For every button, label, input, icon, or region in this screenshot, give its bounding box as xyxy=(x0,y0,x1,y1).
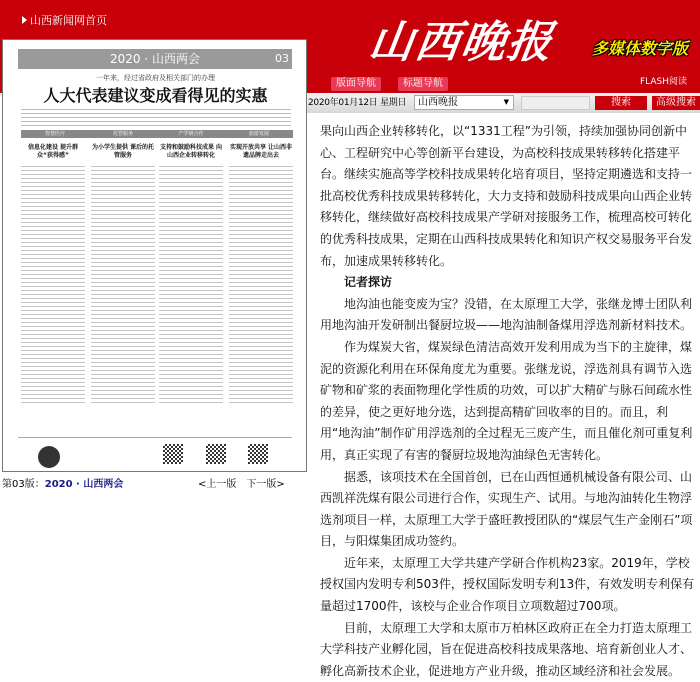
edition-label xyxy=(2,478,123,491)
section-label: 旅游发展 xyxy=(248,131,269,137)
article-paragraph: 果向山西企业转移转化，以“1331工程”为引领，持续加强协同创新中心、工程研究中心等创新平台建设，为高校科技成果转移转化搭建平台。继续实施高等学校科技成果转化培育项目，坚持定期遴选和支持一批高校优秀科技成果转移转化，大力支持和鼓励科技成果向山西企业转移转化，继续做好高校科技成果产学研对接服务工作，梳理高校可转化的优秀科技成果，定期在山西科技成果转化和知识产权交易服务平台发布，加速成果转移转化。 xyxy=(320,124,693,268)
qr-code-icon xyxy=(206,444,226,464)
edition-subtitle: 多媒体数字版 xyxy=(592,39,689,58)
article-body xyxy=(320,121,698,682)
divider xyxy=(306,113,307,323)
column-heading: 信息化建设 提升群众“获得感” xyxy=(27,144,79,159)
lead-text xyxy=(21,109,291,127)
section-bar xyxy=(21,130,293,138)
section-label: 产学研合作 xyxy=(178,131,204,137)
qr-code-icon xyxy=(248,444,268,464)
article-paragraph: 地沟油也能变废为宝？没错，在太原理工大学，张继龙博士团队利用地沟油开发研制出餐厨垃圾——地沟油制备煤用浮选剂新材料技术。 xyxy=(320,296,693,333)
current-date: 2020年01月12日 星期日 xyxy=(308,98,407,108)
search-button[interactable]: 搜索 xyxy=(595,96,647,110)
home-link[interactable]: 山西新闻网首页 xyxy=(22,12,107,28)
page-kicker: 一年来，经过省政府及相关部门的办理 xyxy=(96,74,215,82)
pager xyxy=(198,478,285,491)
qr-code-icon xyxy=(163,444,183,464)
search-input[interactable] xyxy=(521,96,590,110)
newspaper-page-image[interactable] xyxy=(2,39,307,472)
article-paragraph: 据悉，该项技术在全国首创，已在山西恒通机械设备有限公司、山西凯祥洗煤有限公司进行合作，实现生产、试用。与地沟油转化生物浮选剂项目一样，太原理工大学于盛旺教授团队的“煤层气生产金刚石”项目，与阳煤集团成功签约。 xyxy=(320,469,693,549)
edition-name-link[interactable]: 2020 · 山西两会 xyxy=(44,479,124,490)
selected-paper: 山西晚报 xyxy=(418,97,458,108)
article-paragraph: 作为煤炭大省，煤炭绿色清洁高效开发利用成为当下的主旋律，煤泥的资源化利用在环保角度尤为重要。张继龙说，浮选剂具有调节入选矿物和矿浆的表面物理化学性质的功效，可以扩大精矿与脉石间疏水性的差异，使之更好地分选，达到提高精矿回收率的目的。而且，利用“地沟油”制作矿用浮选剂的全过程无三废产生，而且催化剂可重复利用，真正实现了有害的餐厨垃圾地沟油绿色无害转化。 xyxy=(320,339,693,462)
page-column[interactable] xyxy=(91,144,155,409)
dropdown-arrow-icon: ▼ xyxy=(503,98,509,106)
column-heading: 为小学生提供 课后的托管服务 xyxy=(91,144,155,159)
prev-page-link[interactable]: <上一版 xyxy=(198,479,237,490)
edition-prefix: 第03版： xyxy=(2,479,45,490)
column-heading: 支持和鼓励科技成果 向山西企业转移转化 xyxy=(159,144,223,159)
brand-logo-icon xyxy=(38,446,60,468)
column-heading: 实现开放共享 让山西非遗品牌走出去 xyxy=(229,144,293,159)
search-toolbar xyxy=(306,93,700,113)
advanced-search-button[interactable]: 高级搜索 xyxy=(652,96,700,110)
article-paragraph: 目前，太原理工大学和太原市万柏林区政府正在全力打造太原理工大学科技产业孵化园，旨在促进高校科技成果落地、培育新创业人才、孵化高新技术企业，促进地方产业升级，推动区域经济和社会发展。 xyxy=(320,620,693,678)
banner-title: 2020 · 山西两会 xyxy=(110,52,200,66)
next-page-link[interactable]: 下一版> xyxy=(246,479,285,490)
flash-reader-link[interactable]: FLASH阅读 xyxy=(640,77,688,87)
page-column[interactable] xyxy=(159,144,223,409)
page-headline[interactable]: 人大代表建议变成看得见的实惠 xyxy=(43,86,268,105)
page-banner xyxy=(18,49,292,69)
section-label: 智慧医疗 xyxy=(44,131,65,137)
page-nav-button[interactable]: 版面导航 xyxy=(331,77,381,91)
page-number: 03 xyxy=(275,52,289,65)
page-footer xyxy=(18,437,292,472)
page-column[interactable] xyxy=(21,144,85,409)
page-column[interactable] xyxy=(229,144,293,409)
paper-select[interactable] xyxy=(414,95,514,110)
newspaper-logo: 山西晚报 xyxy=(365,17,557,68)
article-paragraph: 近年来，太原理工大学共建产学研合作机构23家。2019年，学校授权国内发明专利503件，授权国际发明专利13件，有效发明专利保有量超过1700件，该校与企业合作项目立项数超过700项。 xyxy=(320,555,695,614)
article-subhead: 记者探访 xyxy=(344,275,393,290)
title-nav-button[interactable]: 标题导航 xyxy=(398,77,448,91)
section-label: 托管服务 xyxy=(112,131,133,137)
